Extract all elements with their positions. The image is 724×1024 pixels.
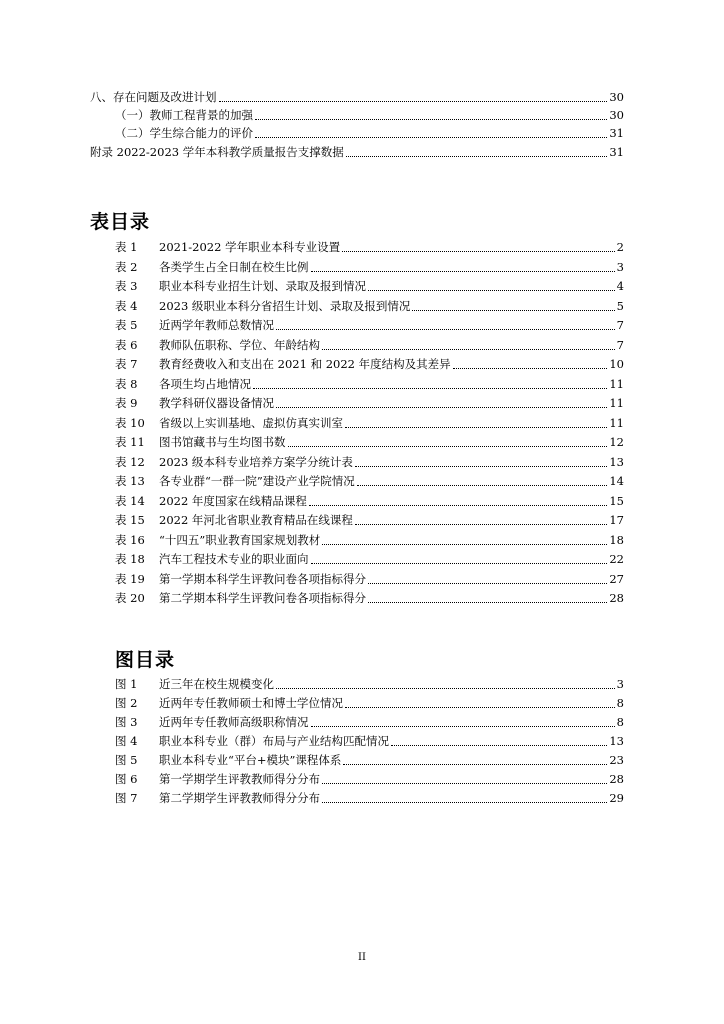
entry-page: 23 — [609, 753, 624, 767]
entry-page: 4 — [616, 279, 624, 293]
entry-title: 近两学年教师总数情况 — [159, 318, 274, 332]
entry-label — [115, 791, 159, 806]
toc-entry-page: 31 — [609, 145, 624, 159]
entry-label-word: 图 — [115, 772, 127, 786]
entry-title: 职业本科专业“平台+模块”课程体系 — [159, 753, 342, 767]
entry-label-word: 表 — [115, 259, 127, 274]
toc-entry-title: （二）学生综合能力的评价 — [115, 126, 253, 140]
entry-number: 1 — [130, 240, 138, 254]
entry-label-word: 表 — [115, 240, 127, 254]
entry-page: 11 — [609, 396, 624, 410]
entry-title: 省级以上实训基地、虚拟仿真实训室 — [159, 415, 343, 430]
entry-title: 教师队伍职称、学位、年龄结构 — [159, 337, 320, 352]
dot-leader — [276, 407, 607, 408]
entry-number: 4 — [130, 298, 138, 313]
entry-label — [115, 279, 159, 294]
table-entry[interactable] — [115, 572, 624, 587]
toc-entry-page: 31 — [609, 126, 624, 140]
entry-number: 7 — [130, 791, 138, 805]
entry-label-word: 表 — [115, 435, 127, 449]
entry-label — [115, 474, 159, 489]
entry-page: 7 — [616, 318, 624, 332]
dot-leader — [253, 388, 607, 389]
table-entry[interactable] — [115, 279, 624, 294]
table-entry[interactable] — [115, 299, 624, 314]
entry-label — [115, 734, 159, 749]
dot-leader — [311, 271, 615, 272]
entry-page: 11 — [609, 415, 624, 430]
dot-leader — [412, 310, 614, 311]
dot-leader — [311, 726, 615, 727]
entry-label — [115, 772, 159, 787]
entry-number: 3 — [130, 279, 138, 293]
dot-leader — [255, 137, 607, 138]
entry-page: 13 — [609, 454, 624, 469]
entry-label — [115, 416, 159, 431]
entry-label — [115, 513, 159, 528]
entry-label-word: 表 — [115, 454, 127, 469]
table-entry[interactable] — [115, 338, 624, 353]
dot-leader — [309, 505, 607, 506]
entry-label — [115, 715, 159, 730]
figure-entry[interactable] — [115, 772, 624, 787]
entry-page: 3 — [616, 259, 624, 274]
entry-title: 近三年在校生规模变化 — [159, 677, 274, 691]
table-entry[interactable] — [115, 357, 624, 372]
entry-label — [115, 753, 159, 768]
dot-leader — [276, 329, 615, 330]
figure-entry[interactable] — [115, 791, 624, 806]
entry-label — [115, 318, 159, 333]
entry-number: 7 — [130, 357, 138, 371]
toc-entry-title: （一）教师工程背景的加强 — [115, 108, 253, 122]
entry-title: 近两年专任教师硕士和博士学位情况 — [159, 696, 343, 710]
table-entry[interactable] — [115, 591, 624, 606]
dot-leader — [322, 349, 615, 350]
entry-page: 22 — [609, 552, 624, 566]
entry-page: 3 — [616, 677, 624, 691]
entry-title: 职业本科专业（群）布局与产业结构匹配情况 — [159, 734, 389, 748]
entry-label — [115, 696, 159, 711]
dot-leader — [255, 119, 607, 120]
figures-heading: 图目录 — [115, 649, 176, 671]
toc-entry[interactable] — [90, 145, 624, 160]
entry-label-word: 表 — [115, 298, 127, 313]
entry-page: 13 — [609, 734, 624, 748]
entry-page: 11 — [609, 376, 624, 391]
dot-leader — [355, 524, 607, 525]
table-entry[interactable] — [115, 552, 624, 567]
dot-leader — [368, 290, 615, 291]
entry-title: 各专业群“一群一院”建设产业学院情况 — [159, 474, 355, 488]
entry-page: 28 — [609, 772, 624, 786]
entry-number: 20 — [130, 591, 145, 605]
entry-label-word: 表 — [115, 493, 127, 508]
table-entry[interactable] — [115, 260, 624, 275]
table-entry[interactable] — [115, 416, 624, 431]
dot-leader — [453, 368, 608, 369]
dot-leader — [355, 466, 607, 467]
entry-label — [115, 552, 159, 567]
entry-label — [115, 591, 159, 606]
entry-number: 2 — [130, 259, 138, 274]
entry-number: 4 — [130, 734, 138, 748]
toc-entry-page: 30 — [609, 90, 624, 104]
entry-label-word: 表 — [115, 337, 127, 352]
table-entry[interactable] — [115, 435, 624, 450]
entry-title: 第二学期学生评教教师得分分布 — [159, 791, 320, 805]
entry-number: 11 — [130, 435, 145, 449]
entry-label-word: 表 — [115, 571, 127, 586]
entry-page: 10 — [609, 357, 624, 371]
entry-label-word: 表 — [115, 357, 127, 371]
entry-label-word: 表 — [115, 513, 127, 527]
table-entry[interactable] — [115, 533, 624, 548]
entry-number: 5 — [130, 318, 138, 332]
toc-entry-page: 30 — [609, 108, 624, 122]
entry-title: 汽车工程技术专业的职业面向 — [159, 552, 309, 566]
entry-label — [115, 677, 159, 692]
figure-entry[interactable] — [115, 677, 624, 692]
entry-title: 第二学期本科学生评教问卷各项指标得分 — [159, 591, 366, 605]
entry-title: 2021-2022 学年职业本科专业设置 — [159, 240, 341, 254]
dot-leader — [345, 427, 607, 428]
dot-leader — [368, 602, 607, 603]
entry-number: 13 — [130, 474, 145, 488]
entry-label-word: 图 — [115, 696, 127, 710]
entry-number: 2 — [130, 696, 138, 710]
dot-leader — [342, 251, 615, 252]
dot-leader — [288, 446, 608, 447]
entry-label — [115, 377, 159, 392]
entry-title: 教学科研仪器设备情况 — [159, 396, 274, 410]
entry-page: 28 — [609, 591, 624, 605]
entry-number: 8 — [130, 376, 138, 391]
entry-label — [115, 357, 159, 372]
toc-entry-title: 附录 2022-2023 学年本科教学质量报告支撑数据 — [90, 145, 344, 159]
entry-number: 1 — [130, 677, 138, 691]
entry-label-word: 表 — [115, 376, 127, 391]
entry-label-word: 图 — [115, 734, 127, 748]
dot-leader — [322, 783, 607, 784]
entry-page: 17 — [609, 513, 624, 527]
entry-title: “十四五”职业教育国家规划教材 — [159, 532, 321, 547]
page-number: II — [358, 952, 366, 963]
toc-entry-title: 八、存在问题及改进计划 — [90, 90, 217, 104]
toc-entry[interactable] — [90, 90, 624, 105]
table-entry[interactable] — [115, 494, 624, 509]
entry-label — [115, 494, 159, 509]
entry-label — [115, 260, 159, 275]
entry-label — [115, 533, 159, 548]
entry-number: 6 — [130, 337, 138, 352]
entry-number: 16 — [130, 532, 145, 547]
entry-label-word: 表 — [115, 532, 127, 547]
entry-page: 2 — [616, 240, 624, 254]
entry-label — [115, 435, 159, 450]
dot-leader — [345, 707, 615, 708]
entry-label — [115, 240, 159, 255]
figure-entry[interactable] — [115, 715, 624, 730]
dot-leader — [276, 688, 615, 689]
entry-title: 教育经费收入和支出在 2021 和 2022 年度结构及其差异 — [159, 357, 451, 371]
entry-label-word: 表 — [115, 318, 127, 332]
entry-label-word: 表 — [115, 396, 127, 410]
entry-page: 14 — [609, 474, 624, 488]
entry-number: 3 — [130, 715, 138, 729]
table-entry[interactable] — [115, 513, 624, 528]
entry-label-word: 表 — [115, 474, 127, 488]
entry-number: 12 — [130, 454, 145, 469]
entry-label-word: 图 — [115, 715, 127, 729]
entry-label-word: 图 — [115, 753, 127, 767]
dot-leader — [368, 583, 607, 584]
entry-label-word: 表 — [115, 415, 127, 430]
entry-page: 27 — [609, 571, 624, 586]
entry-page: 8 — [616, 715, 624, 729]
entry-label-word: 表 — [115, 591, 127, 605]
table-entry[interactable] — [115, 474, 624, 489]
entry-title: 各类学生占全日制在校生比例 — [159, 259, 309, 274]
dot-leader — [343, 764, 607, 765]
table-entry[interactable] — [115, 377, 624, 392]
entry-label — [115, 572, 159, 587]
table-entry[interactable] — [115, 240, 624, 255]
entry-label — [115, 299, 159, 314]
entry-title: 图书馆藏书与生均图书数 — [159, 435, 286, 449]
dot-leader — [357, 485, 608, 486]
entry-label-word: 图 — [115, 677, 127, 691]
entry-label — [115, 455, 159, 470]
entry-title: 各项生均占地情况 — [159, 376, 251, 391]
entry-page: 7 — [616, 337, 624, 352]
entry-number: 5 — [130, 753, 138, 767]
entry-title: 2022 年度国家在线精品课程 — [159, 493, 307, 508]
entry-number: 15 — [130, 513, 145, 527]
table-entry[interactable] — [115, 396, 624, 411]
entry-number: 9 — [130, 396, 138, 410]
toc-entry[interactable] — [115, 108, 624, 123]
entry-page: 29 — [609, 791, 624, 805]
dot-leader — [346, 156, 608, 157]
entry-title: 2022 年河北省职业教育精品在线课程 — [159, 513, 353, 527]
entry-title: 2023 级本科专业培养方案学分统计表 — [159, 454, 353, 469]
entry-title: 近两年专任教师高级职称情况 — [159, 715, 309, 729]
table-entry[interactable] — [115, 455, 624, 470]
entry-number: 14 — [130, 493, 145, 508]
dot-leader — [322, 802, 607, 803]
entry-title: 2023 级职业本科分省招生计划、录取及报到情况 — [159, 298, 411, 313]
entry-page: 15 — [609, 493, 624, 508]
figure-entry[interactable] — [115, 734, 624, 749]
entry-number: 6 — [130, 772, 138, 786]
dot-leader — [322, 544, 607, 545]
dot-leader — [311, 563, 608, 564]
entry-page: 5 — [616, 298, 624, 313]
entry-label-word: 图 — [115, 791, 127, 805]
entry-page: 12 — [609, 435, 624, 449]
entry-title: 职业本科专业招生计划、录取及报到情况 — [159, 279, 366, 293]
entry-number: 18 — [130, 552, 145, 566]
tables-heading: 表目录 — [90, 211, 151, 233]
dot-leader — [219, 101, 608, 102]
entry-label-word: 表 — [115, 279, 127, 293]
entry-label — [115, 338, 159, 353]
entry-label — [115, 396, 159, 411]
entry-title: 第一学期本科学生评教问卷各项指标得分 — [159, 571, 366, 586]
entry-label-word: 表 — [115, 552, 127, 566]
entry-page: 8 — [616, 696, 624, 710]
figure-entry[interactable] — [115, 696, 624, 711]
entry-number: 19 — [130, 571, 145, 586]
figure-entry[interactable] — [115, 753, 624, 768]
toc-entry[interactable] — [115, 126, 624, 141]
table-entry[interactable] — [115, 318, 624, 333]
dot-leader — [391, 745, 607, 746]
entry-title: 第一学期学生评教教师得分分布 — [159, 772, 320, 786]
entry-page: 18 — [609, 532, 624, 547]
entry-number: 10 — [130, 415, 145, 430]
